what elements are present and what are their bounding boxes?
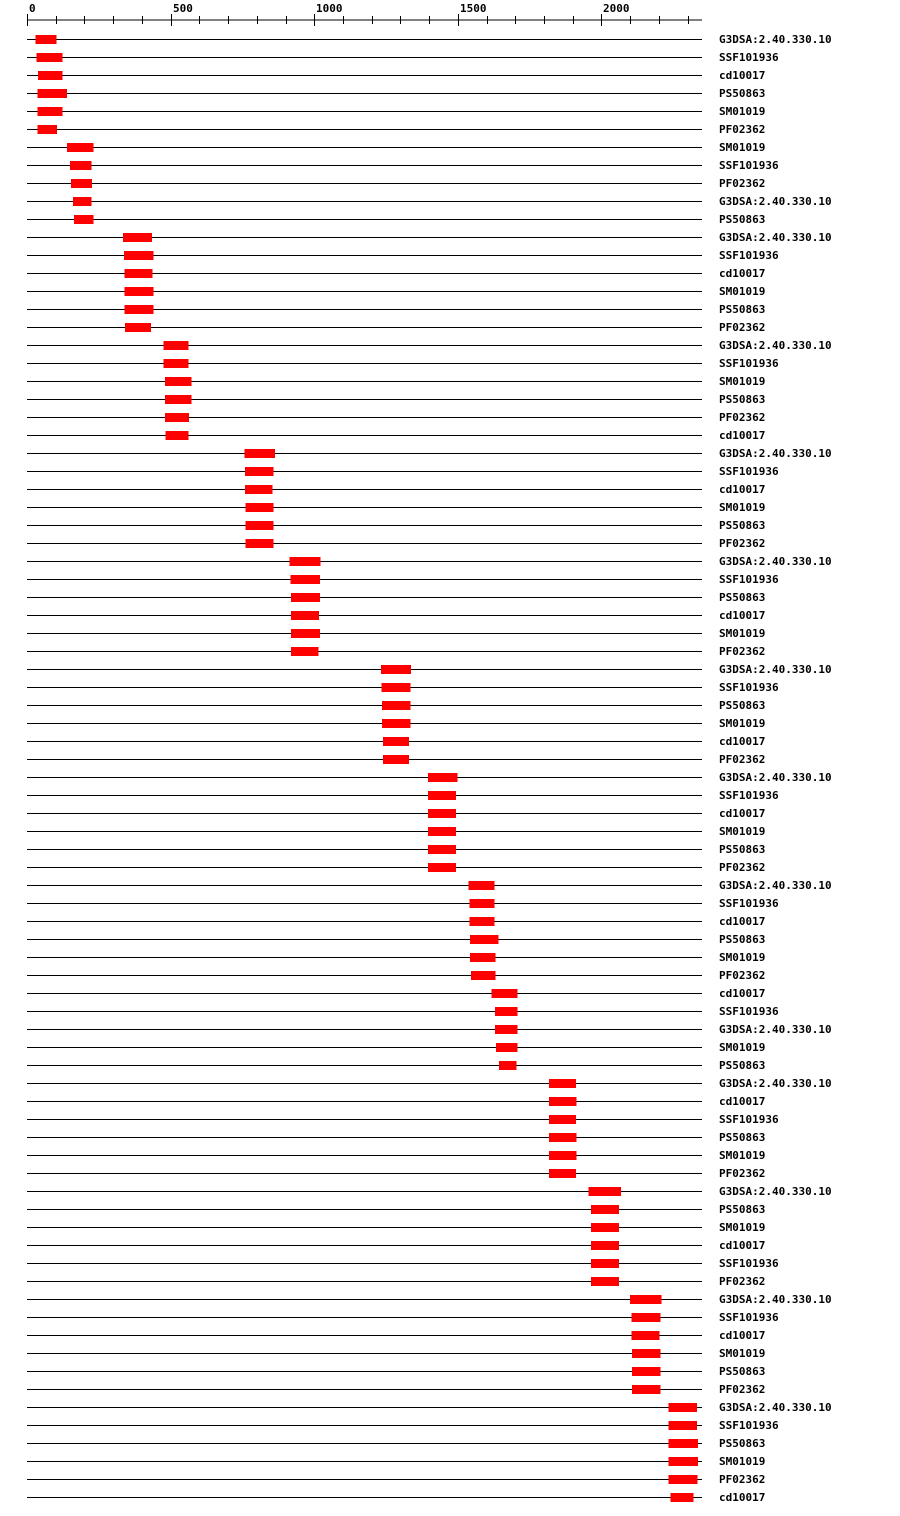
domain-bar[interactable] bbox=[428, 827, 456, 836]
domain-bar[interactable] bbox=[549, 1151, 577, 1160]
domain-track[interactable] bbox=[27, 87, 765, 100]
domain-track[interactable] bbox=[27, 123, 765, 136]
domain-track[interactable] bbox=[27, 987, 765, 1000]
track-label: G3DSA:2.40.330.10 bbox=[719, 1293, 832, 1306]
domain-track[interactable] bbox=[27, 1257, 779, 1270]
domain-track[interactable] bbox=[27, 1383, 765, 1396]
track-label: SM01019 bbox=[719, 1041, 766, 1054]
track-label: SM01019 bbox=[719, 825, 766, 838]
domain-bar[interactable] bbox=[125, 305, 154, 314]
track-label: PS50863 bbox=[719, 393, 766, 406]
domain-bar[interactable] bbox=[38, 71, 63, 80]
domain-track[interactable] bbox=[27, 1059, 765, 1072]
domain-track[interactable] bbox=[27, 573, 779, 586]
domain-track[interactable] bbox=[27, 447, 832, 460]
domain-bar[interactable] bbox=[37, 53, 63, 62]
domain-track[interactable] bbox=[27, 159, 779, 172]
domain-bar[interactable] bbox=[165, 413, 189, 422]
track-label: PF02362 bbox=[719, 1167, 766, 1180]
domain-track[interactable] bbox=[27, 753, 765, 766]
track-label: PF02362 bbox=[719, 969, 766, 982]
domain-bar[interactable] bbox=[631, 1331, 659, 1340]
domain-bar[interactable] bbox=[549, 1097, 577, 1106]
domain-track[interactable] bbox=[27, 1311, 779, 1324]
domain-bar[interactable] bbox=[125, 287, 154, 296]
domain-bar[interactable] bbox=[428, 863, 456, 872]
domain-track[interactable] bbox=[27, 969, 765, 982]
domain-bar[interactable] bbox=[291, 611, 319, 620]
track-label: PF02362 bbox=[719, 411, 766, 424]
domain-track[interactable] bbox=[27, 843, 765, 856]
domain-bar[interactable] bbox=[549, 1133, 577, 1142]
domain-track[interactable] bbox=[27, 267, 765, 280]
track-label: SSF101936 bbox=[719, 789, 779, 802]
track-label: cd10017 bbox=[719, 1095, 766, 1108]
domain-track[interactable] bbox=[27, 933, 765, 946]
ruler-tick-label: 2000 bbox=[603, 2, 630, 15]
domain-bar[interactable] bbox=[38, 89, 67, 98]
track-label: SM01019 bbox=[719, 951, 766, 964]
track-label: G3DSA:2.40.330.10 bbox=[719, 33, 832, 46]
track-label: PS50863 bbox=[719, 87, 766, 100]
domain-bar[interactable] bbox=[549, 1169, 576, 1178]
domain-track[interactable] bbox=[27, 1347, 765, 1360]
domain-bar[interactable] bbox=[669, 1475, 698, 1484]
track-label: PS50863 bbox=[719, 591, 766, 604]
track-label: SSF101936 bbox=[719, 897, 779, 910]
domain-track[interactable] bbox=[27, 303, 765, 316]
track-label: G3DSA:2.40.330.10 bbox=[719, 231, 832, 244]
domain-track[interactable] bbox=[27, 195, 832, 208]
domain-bar[interactable] bbox=[549, 1079, 576, 1088]
domain-track[interactable] bbox=[27, 681, 779, 694]
ruler-tick-label: 500 bbox=[173, 2, 193, 15]
domain-bar[interactable] bbox=[669, 1403, 697, 1412]
domain-bar[interactable] bbox=[549, 1115, 576, 1124]
track-label: PS50863 bbox=[719, 213, 766, 226]
ruler-axis bbox=[27, 2, 702, 26]
track-label: PS50863 bbox=[719, 843, 766, 856]
track-label: PF02362 bbox=[719, 1473, 766, 1486]
domain-bar[interactable] bbox=[671, 1493, 694, 1502]
domain-track[interactable] bbox=[27, 735, 765, 748]
track-label: cd10017 bbox=[719, 915, 766, 928]
domain-track[interactable] bbox=[27, 1329, 765, 1342]
domain-track[interactable] bbox=[27, 501, 765, 514]
domain-track[interactable] bbox=[27, 1113, 779, 1126]
track-label: PS50863 bbox=[719, 699, 766, 712]
track-label: PS50863 bbox=[719, 519, 766, 532]
domain-track[interactable] bbox=[27, 1095, 765, 1108]
domain-track[interactable] bbox=[27, 1239, 765, 1252]
domain-bar[interactable] bbox=[38, 125, 58, 134]
track-label: G3DSA:2.40.330.10 bbox=[719, 1185, 832, 1198]
domain-track[interactable] bbox=[27, 411, 765, 424]
track-label: SSF101936 bbox=[719, 357, 779, 370]
domain-bar[interactable] bbox=[495, 1007, 517, 1016]
track-label: PF02362 bbox=[719, 123, 766, 136]
domain-track[interactable] bbox=[27, 645, 765, 658]
track-label: cd10017 bbox=[719, 807, 766, 820]
domain-track[interactable] bbox=[27, 627, 765, 640]
track-label: SSF101936 bbox=[719, 573, 779, 586]
track-label: PS50863 bbox=[719, 1437, 766, 1450]
domain-track[interactable] bbox=[27, 231, 832, 244]
track-label: cd10017 bbox=[719, 1491, 766, 1504]
domain-track[interactable] bbox=[27, 1077, 832, 1090]
domain-track[interactable] bbox=[27, 609, 765, 622]
domain-track[interactable] bbox=[27, 1005, 779, 1018]
domain-track[interactable] bbox=[27, 879, 832, 892]
domain-bar[interactable] bbox=[246, 503, 274, 512]
domain-bar[interactable] bbox=[245, 467, 274, 476]
domain-bar[interactable] bbox=[632, 1349, 660, 1358]
domain-track[interactable] bbox=[27, 1041, 765, 1054]
domain-bar[interactable] bbox=[291, 593, 320, 602]
domain-track[interactable] bbox=[27, 1131, 765, 1144]
domain-bar[interactable] bbox=[470, 917, 495, 926]
domain-bar[interactable] bbox=[290, 557, 321, 566]
domain-track[interactable] bbox=[27, 285, 765, 298]
domain-track[interactable] bbox=[27, 915, 765, 928]
domain-bar[interactable] bbox=[291, 629, 320, 638]
domain-tracks bbox=[27, 33, 832, 1504]
track-label: SSF101936 bbox=[719, 1311, 779, 1324]
domain-track[interactable] bbox=[27, 1437, 765, 1450]
track-label: SM01019 bbox=[719, 141, 766, 154]
domain-bar[interactable] bbox=[428, 845, 456, 854]
domain-track[interactable] bbox=[27, 105, 765, 118]
track-label: G3DSA:2.40.330.10 bbox=[719, 339, 832, 352]
domain-bar[interactable] bbox=[246, 539, 274, 548]
track-label: SM01019 bbox=[719, 627, 766, 640]
track-label: SM01019 bbox=[719, 717, 766, 730]
domain-bar[interactable] bbox=[291, 647, 319, 656]
track-label: G3DSA:2.40.330.10 bbox=[719, 195, 832, 208]
domain-bar[interactable] bbox=[589, 1187, 622, 1196]
domain-track[interactable] bbox=[27, 1275, 765, 1288]
track-label: cd10017 bbox=[719, 429, 766, 442]
track-label: G3DSA:2.40.330.10 bbox=[719, 1401, 832, 1414]
track-label: PF02362 bbox=[719, 537, 766, 550]
domain-bar[interactable] bbox=[499, 1061, 517, 1070]
domain-bar[interactable] bbox=[631, 1313, 660, 1322]
track-label: PS50863 bbox=[719, 303, 766, 316]
track-label: cd10017 bbox=[719, 267, 766, 280]
track-label: SM01019 bbox=[719, 1455, 766, 1468]
domain-track[interactable] bbox=[27, 555, 832, 568]
domain-bar[interactable] bbox=[382, 701, 411, 710]
domain-track[interactable] bbox=[27, 33, 832, 46]
domain-bar[interactable] bbox=[469, 881, 495, 890]
domain-bar[interactable] bbox=[591, 1277, 619, 1286]
domain-track[interactable] bbox=[27, 339, 832, 352]
domain-bar[interactable] bbox=[124, 251, 154, 260]
domain-track[interactable] bbox=[27, 717, 765, 730]
domain-bar[interactable] bbox=[163, 359, 188, 368]
domain-bar[interactable] bbox=[383, 737, 409, 746]
domain-track[interactable] bbox=[27, 429, 765, 442]
domain-track[interactable] bbox=[27, 375, 765, 388]
domain-track[interactable] bbox=[27, 465, 779, 478]
track-label: G3DSA:2.40.330.10 bbox=[719, 447, 832, 460]
track-label: G3DSA:2.40.330.10 bbox=[719, 771, 832, 784]
domain-bar[interactable] bbox=[74, 215, 94, 224]
domain-track[interactable] bbox=[27, 141, 765, 154]
domain-bar[interactable] bbox=[244, 449, 274, 458]
domain-bar[interactable] bbox=[166, 431, 189, 440]
domain-bar[interactable] bbox=[591, 1223, 619, 1232]
track-label: cd10017 bbox=[719, 1329, 766, 1342]
domain-bar[interactable] bbox=[591, 1241, 619, 1250]
domain-track[interactable] bbox=[27, 1167, 765, 1180]
track-label: G3DSA:2.40.330.10 bbox=[719, 1023, 832, 1036]
domain-track[interactable] bbox=[27, 807, 765, 820]
domain-track[interactable] bbox=[27, 789, 779, 802]
track-label: SSF101936 bbox=[719, 51, 779, 64]
track-label: PF02362 bbox=[719, 861, 766, 874]
track-label: PF02362 bbox=[719, 177, 766, 190]
domain-track[interactable] bbox=[27, 1419, 779, 1432]
track-label: cd10017 bbox=[719, 69, 766, 82]
domain-bar[interactable] bbox=[496, 1043, 518, 1052]
domain-track[interactable] bbox=[27, 483, 765, 496]
ruler-tick-label: 1000 bbox=[316, 2, 343, 15]
domain-track[interactable] bbox=[27, 69, 765, 82]
track-label: cd10017 bbox=[719, 735, 766, 748]
domain-bar[interactable] bbox=[591, 1259, 619, 1268]
domain-track[interactable] bbox=[27, 1401, 832, 1414]
domain-track[interactable] bbox=[27, 1221, 765, 1234]
track-label: SSF101936 bbox=[719, 159, 779, 172]
domain-track[interactable] bbox=[27, 213, 765, 226]
domain-bar[interactable] bbox=[165, 395, 191, 404]
track-label: SSF101936 bbox=[719, 1113, 779, 1126]
domain-track[interactable] bbox=[27, 393, 765, 406]
domain-bar[interactable] bbox=[669, 1421, 697, 1430]
track-label: SM01019 bbox=[719, 375, 766, 388]
domain-bar[interactable] bbox=[471, 971, 496, 980]
domain-track[interactable] bbox=[27, 1149, 765, 1162]
domain-track[interactable] bbox=[27, 1365, 765, 1378]
track-label: SM01019 bbox=[719, 1221, 766, 1234]
track-label: SM01019 bbox=[719, 501, 766, 514]
track-label: G3DSA:2.40.330.10 bbox=[719, 663, 832, 676]
track-label: SSF101936 bbox=[719, 681, 779, 694]
domain-bar[interactable] bbox=[382, 719, 411, 728]
domain-track[interactable] bbox=[27, 897, 779, 910]
ruler-tick-label: 0 bbox=[29, 2, 36, 15]
domain-bar[interactable] bbox=[381, 665, 411, 674]
domain-bar[interactable] bbox=[632, 1367, 660, 1376]
domain-track[interactable] bbox=[27, 1023, 832, 1036]
track-label: PS50863 bbox=[719, 1365, 766, 1378]
track-label: SM01019 bbox=[719, 1149, 766, 1162]
track-label: SM01019 bbox=[719, 105, 766, 118]
domain-track[interactable] bbox=[27, 663, 832, 676]
track-label: PS50863 bbox=[719, 1059, 766, 1072]
domain-track[interactable] bbox=[27, 951, 765, 964]
track-label: PS50863 bbox=[719, 1131, 766, 1144]
track-label: G3DSA:2.40.330.10 bbox=[719, 1077, 832, 1090]
domain-track[interactable] bbox=[27, 825, 765, 838]
track-label: SSF101936 bbox=[719, 1005, 779, 1018]
domain-track[interactable] bbox=[27, 699, 765, 712]
domain-track[interactable] bbox=[27, 591, 765, 604]
domain-track[interactable] bbox=[27, 1491, 765, 1504]
domain-bar[interactable] bbox=[71, 179, 92, 188]
domain-track[interactable] bbox=[27, 357, 779, 370]
track-label: cd10017 bbox=[719, 609, 766, 622]
domain-bar[interactable] bbox=[123, 233, 152, 242]
domain-track[interactable] bbox=[27, 1473, 765, 1486]
domain-track[interactable] bbox=[27, 771, 832, 784]
domain-bar[interactable] bbox=[38, 107, 63, 116]
track-label: PF02362 bbox=[719, 645, 766, 658]
domain-bar[interactable] bbox=[67, 143, 93, 152]
domain-bar[interactable] bbox=[165, 377, 191, 386]
domain-track[interactable] bbox=[27, 861, 765, 874]
domain-track[interactable] bbox=[27, 1203, 765, 1216]
domain-bar[interactable] bbox=[632, 1385, 660, 1394]
domain-track[interactable] bbox=[27, 1185, 832, 1198]
track-label: SSF101936 bbox=[719, 465, 779, 478]
domain-bar[interactable] bbox=[428, 791, 456, 800]
domain-bar[interactable] bbox=[125, 323, 151, 332]
domain-bar[interactable] bbox=[381, 683, 410, 692]
domain-track[interactable] bbox=[27, 177, 765, 190]
domain-track[interactable] bbox=[27, 537, 765, 550]
ruler-tick-label: 1500 bbox=[460, 2, 487, 15]
domain-bar[interactable] bbox=[492, 989, 518, 998]
track-label: PS50863 bbox=[719, 1203, 766, 1216]
domain-bar[interactable] bbox=[290, 575, 320, 584]
track-label: PF02362 bbox=[719, 1383, 766, 1396]
domain-bar[interactable] bbox=[591, 1205, 619, 1214]
domain-track[interactable] bbox=[27, 249, 779, 262]
domain-bar[interactable] bbox=[428, 773, 457, 782]
domain-bar[interactable] bbox=[669, 1439, 698, 1448]
track-label: PS50863 bbox=[719, 933, 766, 946]
track-label: cd10017 bbox=[719, 987, 766, 1000]
domain-track[interactable] bbox=[27, 321, 765, 334]
domain-bar[interactable] bbox=[73, 197, 91, 206]
track-label: PF02362 bbox=[719, 753, 766, 766]
domain-bar[interactable] bbox=[125, 269, 153, 278]
domain-bar[interactable] bbox=[495, 1025, 517, 1034]
domain-bar[interactable] bbox=[383, 755, 409, 764]
track-label: SSF101936 bbox=[719, 1257, 779, 1270]
track-label: cd10017 bbox=[719, 1239, 766, 1252]
domain-bar[interactable] bbox=[470, 953, 495, 962]
domain-bar[interactable] bbox=[163, 341, 188, 350]
domain-bar[interactable] bbox=[630, 1295, 662, 1304]
domain-track[interactable] bbox=[27, 519, 765, 532]
track-label: G3DSA:2.40.330.10 bbox=[719, 555, 832, 568]
track-label: G3DSA:2.40.330.10 bbox=[719, 879, 832, 892]
domain-track[interactable] bbox=[27, 51, 779, 64]
track-label: SM01019 bbox=[719, 1347, 766, 1360]
track-label: cd10017 bbox=[719, 483, 766, 496]
domain-track[interactable] bbox=[27, 1455, 765, 1468]
domain-bar[interactable] bbox=[669, 1457, 698, 1466]
track-label: PF02362 bbox=[719, 321, 766, 334]
track-label: SM01019 bbox=[719, 285, 766, 298]
domain-bar[interactable] bbox=[428, 809, 456, 818]
domain-bar[interactable] bbox=[245, 485, 273, 494]
domain-track[interactable] bbox=[27, 1293, 832, 1306]
domain-bar[interactable] bbox=[470, 899, 495, 908]
domain-bar[interactable] bbox=[470, 935, 498, 944]
track-label: SSF101936 bbox=[719, 249, 779, 262]
track-label: SSF101936 bbox=[719, 1419, 779, 1432]
domain-bar[interactable] bbox=[246, 521, 274, 530]
domain-bar[interactable] bbox=[70, 161, 91, 170]
track-label: PF02362 bbox=[719, 1275, 766, 1288]
domain-bar[interactable] bbox=[36, 35, 57, 44]
